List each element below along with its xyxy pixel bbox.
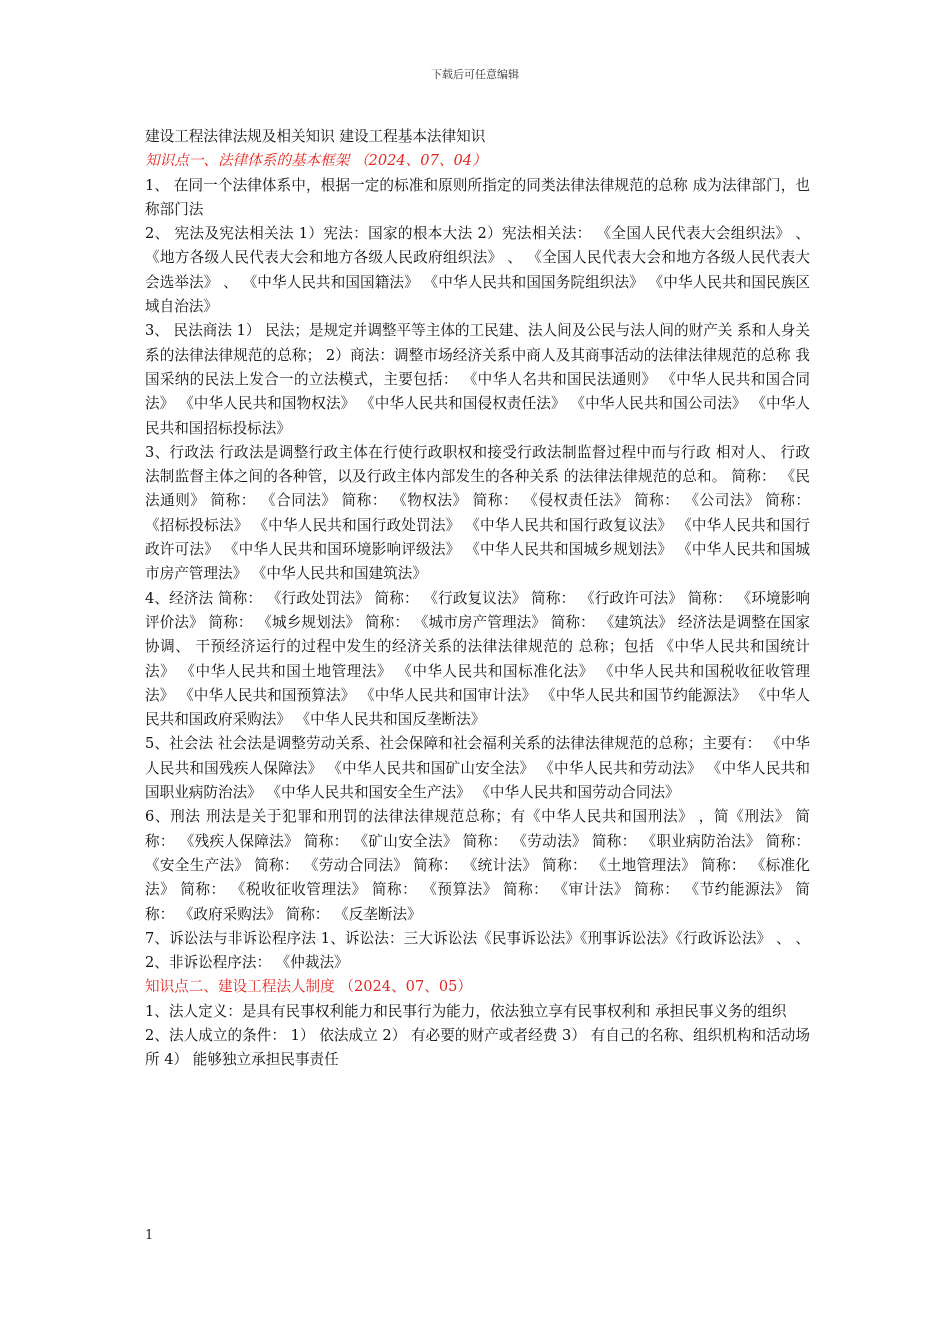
page-header: 下载后可任意编辑 bbox=[431, 68, 519, 81]
paragraph: 1、 在同一个法律体系中，根据一定的标准和原则所指定的同类法律法律规范的总称 成为法律部门，也称部门法 bbox=[145, 176, 810, 218]
paragraph: 7、诉讼法与非诉讼程序法 1、诉讼法：三大诉讼法《民事诉讼法》《刑事诉讼法》《行政诉讼法》 、 、 2、非诉讼程序法： 《仲裁法》 bbox=[145, 929, 810, 972]
section-heading-2: 知识点二、建设工程法人制度 （2024、07、05） bbox=[145, 978, 473, 996]
paragraph: 2、法人成立的条件： 1） 依法成立 2） 有必要的财产或者经费 3） 有自己的名称、组织机构和活动场所 4） 能够独立承担民事责任 bbox=[145, 1026, 810, 1069]
paragraph: 6、刑法 刑法是关于犯罪和刑罚的法律法律规范总称；有《中华人民共和国刑法》 ，简《刑法》 简称： 《残疾人保障法》 简称： 《矿山安全法》 简称： 《劳动法》 简称： 《职业病防治法》 简称： 《安全生产法》 简称： 《劳动合同法》 简称： 《统计法》 简称： 《土地管理法》 简称： 《标准化法》 简称： 《税收征收管理法》 简称： 《预算法》 简称： 《审计法》 简称： 《节约能源法》 简称： 《政府采购法》 简称： 《反垄断法》 bbox=[145, 808, 810, 923]
paragraph: 1、法人定义：是具有民事权利能力和民事行为能力，依法独立享有民事权利和 承担民事义务的组织 bbox=[145, 1002, 787, 1020]
page-number: 1 bbox=[145, 1228, 154, 1243]
paragraph: 2、 宪法及宪法相关法 1）宪法：国家的根本大法 2）宪法相关法： 《全国人民代表大会组织法》 、 《地方各级人民代表大会和地方各级人民政府组织法》 、 《全国人民代表大会和地方各级人民代表大会选举法》 、 《中华人民共和国国籍法》 《中华人民共和国国务院组织法》 《中华人民共和国民族区域自治法》 bbox=[145, 225, 810, 316]
paragraph: 5、社会法 社会法是调整劳动关系、社会保障和社会福利关系的法律法律规范的总称；主要有： 《中华人民共和国残疾人保障法》 《中华人民共和国矿山安全法》 《中华人民共和劳动法》 《中华人民共和国职业病防治法》 《中华人民共和国安全生产法》 《中华人民共和国劳动合同法》 bbox=[145, 735, 810, 802]
document-body bbox=[145, 125, 810, 1073]
document-title: 建设工程法律法规及相关知识 建设工程基本法律知识 bbox=[145, 128, 486, 145]
paragraph: 3、行政法 行政法是调整行政主体在行使行政职权和接受行政法制监督过程中而与行政 相对人、 行政法制监督主体之间的各种管，以及行政主体内部发生的各种关系 的法律法律规范的总和。 简称： 《民法通则》 简称： 《合同法》 简称： 《物权法》 简称： 《侵权责任法》 简称： 《公司法》 简称： 《招标投标法》 《中华人民共和国行政处罚法》 《中华人民共和国行政复议法》 《中华人民共和国行政许可法》 《中华人民共和国环境影响评级法》 《中华人民共和国城乡规划法》 《中华人民共和国城市房产管理法》 《中华人民共和国建筑法》 bbox=[145, 443, 810, 583]
section-heading-1: 知识点一、法律体系的基本框架 （2024、07、04） bbox=[145, 152, 487, 170]
paragraph: 4、经济法 简称： 《行政处罚法》 简称： 《行政复议法》 简称： 《行政许可法》 简称： 《环境影响评价法》 简称： 《城乡规划法》 简称： 《城市房产管理法》 简称： 《建筑法》 经济法是调整在国家协调、 干预经济运行的过程中发生的经济关系的法律法律规范的 总称；包括 《中华人民共和国统计法》 《中华人民共和国土地管理法》 《中华人民共和国标准化法》 《中华人民共和国税收征收管理法》 《中华人民共和国预算法》 《中华人民共和国审计法》 《中华人民共和国节约能源法》 《中华人民共和国政府采购法》 《中华人民共和国反垄断法》 bbox=[145, 589, 810, 729]
paragraph: 3、 民法商法 1） 民法；是规定并调整平等主体的工民建、法人间及公民与法人间的财产关 系和人身关系的法律法律规范的总称； 2）商法：调整市场经济关系中商人及其商事活动的法律法律规范的总称 我国采纳的民法上发合一的立法模式，主要包括： 《中华人名共和国民法通则》 《中华人民共和国合同法》 《中华人民共和国物权法》 《中华人民共和国侵权责任法》 《中华人民共和国公司法》 《中华人民共和国招标投标法》 bbox=[145, 322, 810, 437]
